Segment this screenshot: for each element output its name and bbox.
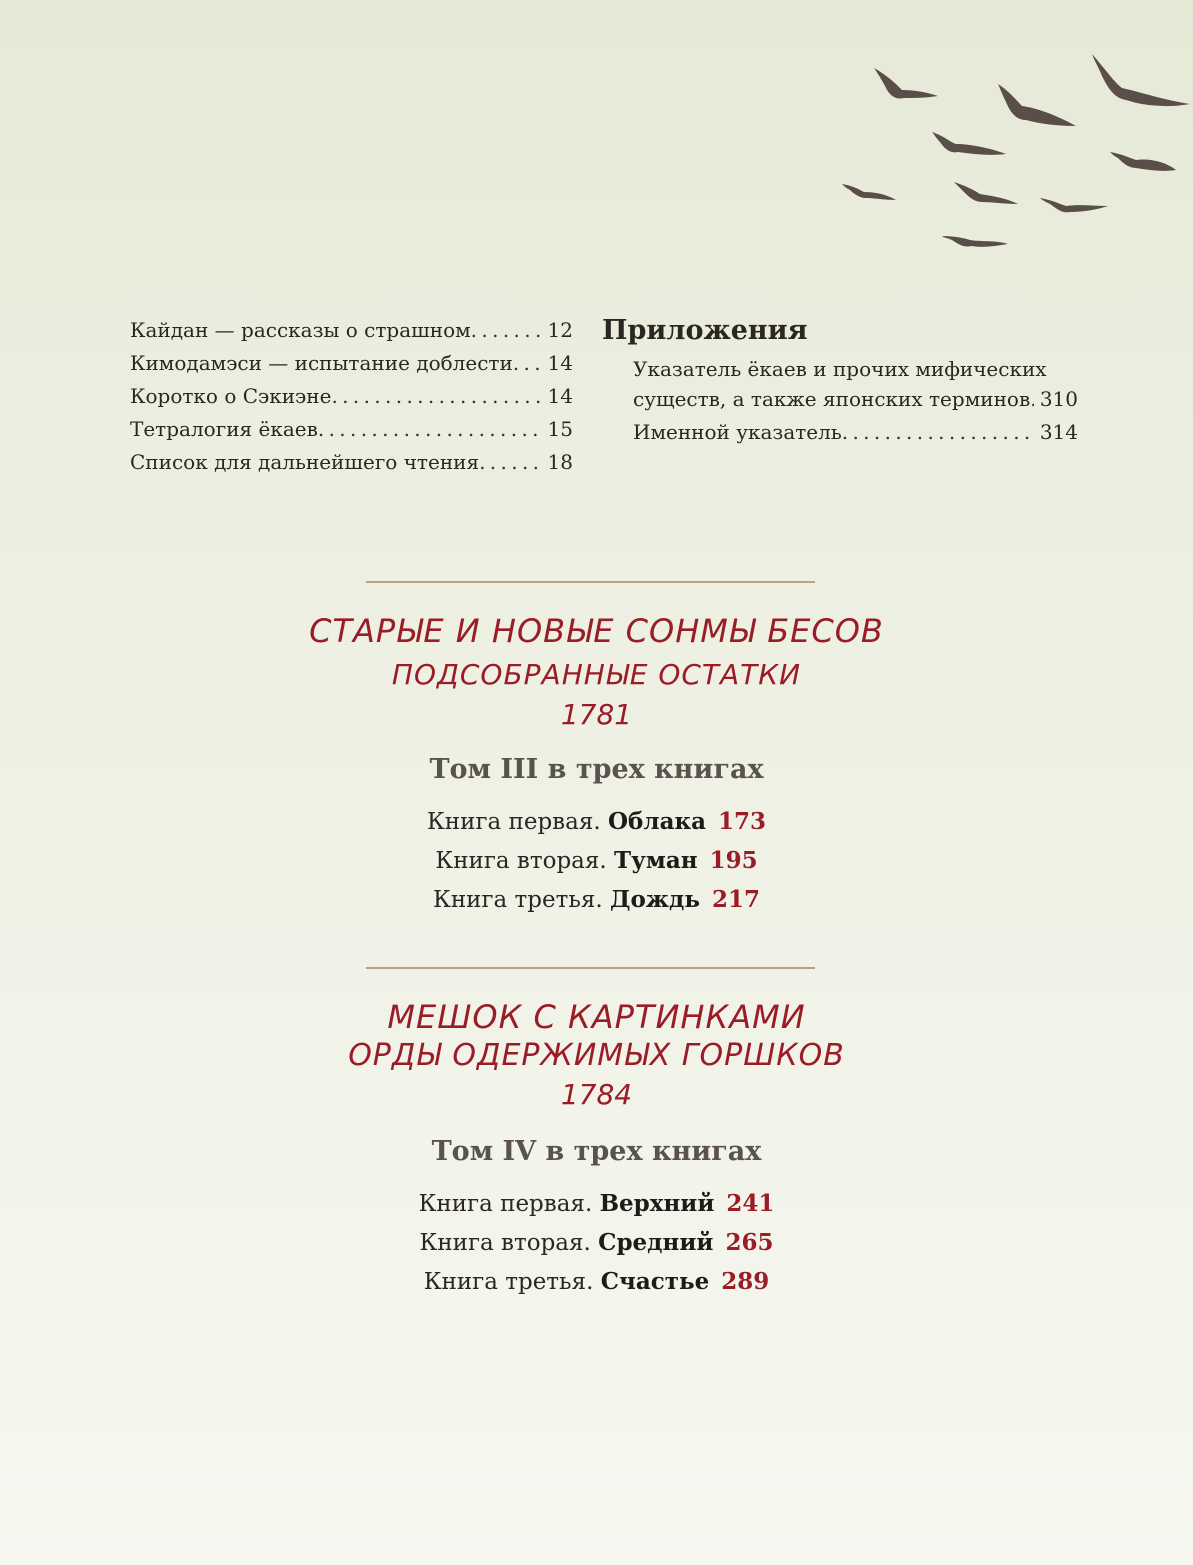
toc-leader-dots — [318, 413, 542, 446]
toc-entry[interactable] — [130, 314, 573, 347]
toc-entry-page: 15 — [547, 417, 573, 441]
toc-entry[interactable] — [633, 383, 1078, 416]
section-year: 1784 — [560, 1078, 633, 1111]
bird-icon — [998, 84, 1076, 126]
bird-icon — [1110, 152, 1176, 171]
toc-leader-dots — [479, 446, 541, 479]
toc-entry-title: Тетралогия ёкаев — [130, 417, 318, 441]
toc-entry-page: 18 — [547, 450, 573, 474]
book-name: Облака — [607, 808, 706, 835]
volume-title: Том IV в трех книгах — [431, 1136, 762, 1167]
bird-icon — [1040, 198, 1108, 212]
book-prefix: Книга вторая. — [435, 848, 607, 874]
toc-entry[interactable] — [130, 347, 573, 380]
toc-entry-title: существ, а также японских терминов — [633, 387, 1031, 411]
toc-list — [130, 314, 573, 479]
toc-entry-page: 314 — [1039, 420, 1078, 444]
appendix-item-line[interactable]: Указатель ёкаев и прочих мифических — [633, 357, 1047, 381]
toc-leader-dots — [513, 347, 542, 380]
book-page: 217 — [711, 886, 760, 913]
toc-entry[interactable] — [130, 413, 573, 446]
toc-entry-page: 12 — [547, 318, 573, 342]
book-entry[interactable] — [0, 808, 1193, 835]
bird-icon — [842, 184, 896, 200]
book-prefix: Книга вторая. — [419, 1230, 591, 1256]
toc-entry-page: 310 — [1039, 387, 1078, 411]
bird-icon — [874, 68, 938, 99]
book-entry[interactable] — [0, 886, 1193, 913]
book-entry[interactable] — [0, 847, 1193, 874]
section-subtitle: ПОДСОБРАННЫЕ ОСТАТКИ — [391, 658, 802, 691]
bird-icon — [942, 236, 1008, 247]
book-name: Туман — [614, 847, 698, 874]
toc-leader-dots — [331, 380, 541, 413]
toc-entry-title: Именной указатель — [633, 420, 842, 444]
book-page: 173 — [718, 808, 767, 835]
book-page: 195 — [709, 847, 758, 874]
divider-rule — [366, 581, 815, 583]
book-prefix: Книга первая. — [426, 809, 601, 835]
toc-entry-title: Список для дальнейшего чтения — [130, 450, 480, 474]
toc-entry[interactable] — [130, 380, 573, 413]
toc-leader-dots — [471, 314, 542, 347]
appendix-section — [602, 312, 1078, 449]
book-entry[interactable] — [0, 1268, 1193, 1295]
section-title: СТАРЫЕ И НОВЫЕ СОНМЫ БЕСОВ — [309, 612, 884, 650]
bird-icon — [1092, 54, 1190, 106]
book-name: Дождь — [610, 886, 700, 913]
book-entry[interactable] — [0, 1190, 1193, 1217]
toc-entry-title: Кимодамэси — испытание доблести — [130, 351, 513, 375]
section-subtitle: ОРДЫ ОДЕРЖИМЫХ ГОРШКОВ — [348, 1038, 845, 1073]
bird-icon — [954, 182, 1018, 204]
book-name: Средний — [598, 1229, 714, 1256]
toc-entry[interactable] — [633, 416, 1078, 449]
toc-entry-title: Кайдан — рассказы о страшном — [130, 318, 471, 342]
book-page: 265 — [725, 1229, 774, 1256]
book-page: 241 — [726, 1190, 775, 1217]
book-name: Верхний — [599, 1190, 715, 1217]
book-page: 289 — [721, 1268, 770, 1295]
divider-rule — [366, 967, 815, 969]
book-prefix: Книга третья. — [433, 887, 603, 913]
toc-entry-page: 14 — [547, 384, 573, 408]
section-title: МЕШОК С КАРТИНКАМИ — [387, 998, 806, 1036]
toc-entry-title: Коротко о Сэкиэнe — [130, 384, 332, 408]
bird-icon — [932, 132, 1006, 155]
volume-title: Том III в трех книгах — [429, 754, 764, 785]
toc-entry-page: 14 — [547, 351, 573, 375]
toc-entry[interactable] — [130, 446, 573, 479]
book-prefix: Книга третья. — [423, 1269, 594, 1295]
appendix-heading: Приложения — [602, 315, 808, 346]
book-name: Счастье — [600, 1268, 710, 1295]
toc-leader-dots — [842, 416, 1034, 449]
section-year: 1781 — [560, 698, 633, 731]
book-entry[interactable] — [0, 1229, 1193, 1256]
flying-birds-illustration — [830, 40, 1193, 270]
book-prefix: Книга первая. — [418, 1191, 593, 1217]
